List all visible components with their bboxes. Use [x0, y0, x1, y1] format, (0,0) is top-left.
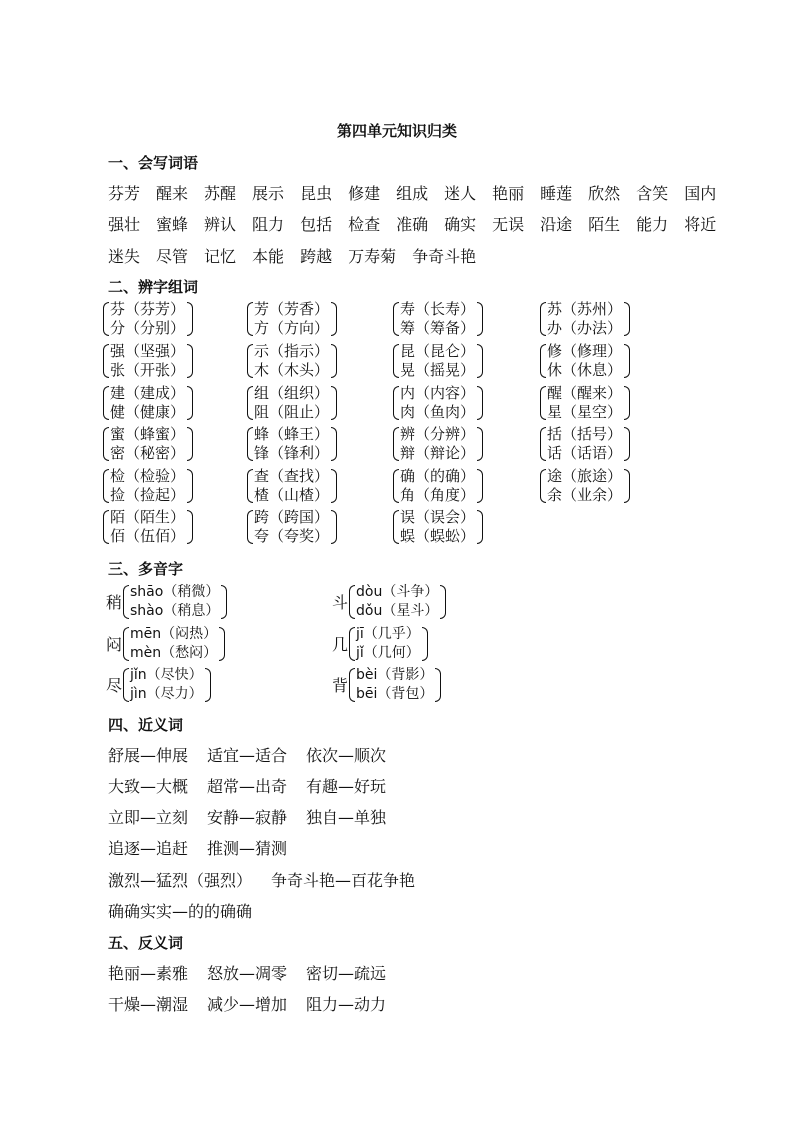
word: 记忆: [204, 247, 237, 266]
right-brace: [422, 627, 428, 661]
polyphone-char: 背: [332, 675, 349, 695]
word-pair: 确确实实—的的确确: [108, 902, 253, 921]
char-pair-line: 木（木头）: [254, 361, 330, 379]
left-brace: [247, 386, 253, 420]
word: 艳丽: [492, 184, 525, 203]
char-pair-group: [540, 342, 630, 380]
char-pair-line: 组（组织）: [254, 384, 330, 402]
right-brace: [624, 386, 630, 420]
left-brace: [123, 627, 129, 661]
char-pair-line: 示（指示）: [254, 342, 330, 360]
polyphone-reading: mēn（闷热）: [130, 626, 218, 642]
right-brace: [331, 386, 337, 420]
char-pair-line: 肉（鱼肉）: [400, 403, 476, 421]
polyphone-reading: jī（几乎）: [356, 626, 420, 642]
char-pair-line: 强（坚强）: [110, 342, 186, 360]
right-brace: [331, 302, 337, 336]
polyphone-char: 尽: [106, 675, 123, 695]
right-brace: [440, 585, 446, 619]
word-pair: 争奇斗艳—百花争艳: [271, 871, 416, 890]
left-brace: [247, 427, 253, 461]
right-brace: [187, 344, 193, 378]
char-pair-group: [247, 425, 337, 463]
char-pair-line: 星（星空）: [547, 403, 623, 421]
right-brace: [187, 302, 193, 336]
section-heading-synonyms: 四、近义词: [108, 716, 184, 734]
word-pair-row: [108, 805, 405, 828]
left-brace: [349, 627, 355, 661]
left-brace: [123, 585, 129, 619]
char-pair-group: [540, 425, 630, 463]
word-pair: 安静—寂静: [207, 808, 288, 827]
word: 组成: [396, 184, 429, 203]
right-brace: [477, 344, 483, 378]
char-pair-group: [103, 508, 193, 546]
left-brace: [540, 344, 546, 378]
word: 辨认: [204, 215, 237, 234]
word: 蜜蜂: [156, 215, 189, 234]
polyphone-reading: jǐ（几何）: [356, 645, 420, 661]
char-pair-line: 阻（阻止）: [254, 403, 330, 421]
word-pair: 怒放—凋零: [207, 964, 288, 983]
left-brace: [393, 469, 399, 503]
word-pair: 适宜—适合: [207, 746, 288, 765]
right-brace: [331, 344, 337, 378]
word: 准确: [396, 215, 429, 234]
word-pair: 密切—疏远: [306, 964, 387, 983]
word: 含笑: [636, 184, 669, 203]
polyphone-group: [332, 583, 446, 621]
char-pair-group: [247, 342, 337, 380]
word: 尽管: [156, 247, 189, 266]
left-brace: [393, 302, 399, 336]
char-pair-group: [103, 384, 193, 422]
right-brace: [624, 469, 630, 503]
char-pair-line: 括（括号）: [547, 425, 623, 443]
char-pair-line: 筹（筹备）: [400, 319, 476, 337]
word-pair-row: [108, 743, 405, 766]
char-pair-group: [103, 342, 193, 380]
word: 昆虫: [300, 184, 333, 203]
word-pair: 追逐—追赶: [108, 839, 189, 858]
word-pair-row: [108, 836, 306, 859]
char-pair-line: 建（建成）: [110, 384, 186, 402]
word: 强壮: [108, 215, 141, 234]
polyphone-reading: dòu（斗争）: [356, 584, 439, 600]
char-pair-line: 芳（芳香）: [254, 300, 330, 318]
char-pair-line: 锋（锋利）: [254, 444, 330, 462]
polyphone-char: 闷: [106, 634, 123, 654]
left-brace: [247, 302, 253, 336]
left-brace: [103, 302, 109, 336]
word-pair: 阻力—动力: [306, 995, 387, 1014]
word-pair: 激烈—猛烈（强烈）: [108, 871, 253, 890]
word-pair: 超常—出奇: [207, 777, 288, 796]
polyphone-group: [332, 666, 441, 704]
right-brace: [624, 427, 630, 461]
left-brace: [540, 427, 546, 461]
char-pair-line: 办（办法）: [547, 319, 623, 337]
left-brace: [247, 469, 253, 503]
right-brace: [624, 344, 630, 378]
char-pair-line: 佰（伍佰）: [110, 527, 186, 545]
word-pair-row: [108, 868, 434, 891]
char-pair-group: [247, 508, 337, 546]
char-pair-line: 内（内容）: [400, 384, 476, 402]
word: 本能: [252, 247, 285, 266]
word: 展示: [252, 184, 285, 203]
word: 检查: [348, 215, 381, 234]
char-pair-line: 途（旅途）: [547, 467, 623, 485]
polyphone-char: 几: [332, 634, 349, 654]
char-pair-line: 辩（辩论）: [400, 444, 476, 462]
word: 跨越: [300, 247, 333, 266]
char-pair-line: 余（业余）: [547, 486, 623, 504]
char-pair-group: [103, 300, 193, 338]
word-pair-row: [108, 992, 405, 1015]
word: 迷人: [444, 184, 477, 203]
right-brace: [331, 427, 337, 461]
left-brace: [247, 344, 253, 378]
char-pair-line: 芬（芬芳）: [110, 300, 186, 318]
word: 修建: [348, 184, 381, 203]
left-brace: [247, 510, 253, 544]
char-pair-group: [540, 300, 630, 338]
char-pair-line: 健（健康）: [110, 403, 186, 421]
char-pair-line: 昆（昆仑）: [400, 342, 476, 360]
word: 沿途: [540, 215, 573, 234]
char-pair-line: 修（修理）: [547, 342, 623, 360]
left-brace: [123, 668, 129, 702]
char-pair-group: [393, 384, 483, 422]
word-pair: 艳丽—素雅: [108, 964, 189, 983]
word: 陌生: [588, 215, 621, 234]
word-pair: 干燥—潮湿: [108, 995, 189, 1014]
char-pair-group: [393, 508, 483, 546]
right-brace: [477, 427, 483, 461]
char-pair-line: 方（方向）: [254, 319, 330, 337]
char-pair-line: 密（秘密）: [110, 444, 186, 462]
char-pair-group: [393, 300, 483, 338]
left-brace: [349, 668, 355, 702]
char-pair-line: 陌（陌生）: [110, 508, 186, 526]
word: 包括: [300, 215, 333, 234]
left-brace: [103, 469, 109, 503]
char-pair-line: 确（的确）: [400, 467, 476, 485]
right-brace: [187, 386, 193, 420]
char-pair-group: [103, 467, 193, 505]
polyphone-reading: mèn（愁闷）: [130, 645, 218, 661]
polyphone-reading: shào（稍息）: [130, 603, 220, 619]
word: 醒来: [156, 184, 189, 203]
word-pair: 立即—立刻: [108, 808, 189, 827]
word: 睡莲: [540, 184, 573, 203]
left-brace: [393, 510, 399, 544]
char-pair-line: 蜈（蜈蚣）: [400, 527, 476, 545]
left-brace: [540, 469, 546, 503]
char-pair-group: [540, 384, 630, 422]
right-brace: [187, 427, 193, 461]
word-pair: 减少—增加: [207, 995, 288, 1014]
left-brace: [103, 427, 109, 461]
char-pair-line: 楂（山楂）: [254, 486, 330, 504]
section-heading-antonyms: 五、反义词: [108, 934, 184, 952]
word: 迷失: [108, 247, 141, 266]
word: 欣然: [588, 184, 621, 203]
right-brace: [331, 510, 337, 544]
polyphone-char: 稍: [106, 592, 123, 612]
word-row: [108, 244, 492, 267]
word-pair-row: [108, 961, 405, 984]
right-brace: [221, 585, 227, 619]
word: 国内: [684, 184, 717, 203]
word: 确实: [444, 215, 477, 234]
right-brace: [331, 469, 337, 503]
left-brace: [540, 386, 546, 420]
left-brace: [103, 344, 109, 378]
char-pair-line: 寿（长寿）: [400, 300, 476, 318]
page-title: 第四单元知识归类: [336, 122, 457, 140]
section-heading-polyphones: 三、多音字: [108, 560, 184, 578]
word-pair: 推测—猜测: [207, 839, 288, 858]
word-pair: 舒展—伸展: [108, 746, 189, 765]
polyphone-group: [332, 625, 428, 663]
right-brace: [435, 668, 441, 702]
section-heading-distinguish-chars: 二、辨字组词: [108, 278, 199, 296]
right-brace: [187, 469, 193, 503]
polyphone-reading: bèi（背影）: [356, 667, 434, 683]
char-pair-group: [247, 300, 337, 338]
word: 将近: [684, 215, 717, 234]
char-pair-group: [247, 467, 337, 505]
char-pair-line: 苏（苏州）: [547, 300, 623, 318]
char-pair-line: 查（查找）: [254, 467, 330, 485]
char-pair-line: 休（休息）: [547, 361, 623, 379]
char-pair-line: 张（开张）: [110, 361, 186, 379]
word-pair: 依次—顺次: [306, 746, 387, 765]
left-brace: [393, 344, 399, 378]
polyphone-reading: shāo（稍微）: [130, 584, 220, 600]
word-pair-row: [108, 774, 405, 797]
left-brace: [103, 510, 109, 544]
right-brace: [477, 510, 483, 544]
char-pair-line: 晃（摇晃）: [400, 361, 476, 379]
char-pair-line: 跨（跨国）: [254, 508, 330, 526]
char-pair-line: 辨（分辨）: [400, 425, 476, 443]
word-row: [108, 181, 732, 204]
char-pair-line: 话（话语）: [547, 444, 623, 462]
char-pair-line: 蜜（蜂蜜）: [110, 425, 186, 443]
left-brace: [349, 585, 355, 619]
char-pair-line: 捡（捡起）: [110, 486, 186, 504]
polyphone-group: [106, 666, 211, 704]
char-pair-group: [540, 467, 630, 505]
left-brace: [393, 427, 399, 461]
char-pair-line: 蜂（蜂王）: [254, 425, 330, 443]
char-pair-line: 误（误会）: [400, 508, 476, 526]
left-brace: [393, 386, 399, 420]
right-brace: [477, 386, 483, 420]
right-brace: [624, 302, 630, 336]
word: 芬芳: [108, 184, 141, 203]
char-pair-group: [247, 384, 337, 422]
word: 万寿菊: [348, 247, 397, 266]
word-pair: 大致—大概: [108, 777, 189, 796]
word-pair: 独自—单独: [306, 808, 387, 827]
word: 无误: [492, 215, 525, 234]
right-brace: [477, 302, 483, 336]
polyphone-group: [106, 625, 225, 663]
left-brace: [103, 386, 109, 420]
word: 能力: [636, 215, 669, 234]
polyphone-char: 斗: [332, 592, 349, 612]
char-pair-line: 分（分别）: [110, 319, 186, 337]
char-pair-line: 醒（醒来）: [547, 384, 623, 402]
section-heading-write-words: 一、会写词语: [108, 154, 199, 172]
polyphone-reading: dǒu（星斗）: [356, 603, 439, 619]
word-pair-row: [108, 899, 271, 922]
polyphone-reading: jǐn（尽快）: [130, 667, 203, 683]
right-brace: [219, 627, 225, 661]
left-brace: [540, 302, 546, 336]
word: 苏醒: [204, 184, 237, 203]
char-pair-line: 角（角度）: [400, 486, 476, 504]
char-pair-group: [393, 467, 483, 505]
char-pair-line: 检（检验）: [110, 467, 186, 485]
char-pair-group: [393, 342, 483, 380]
polyphone-reading: jìn（尽力）: [130, 686, 203, 702]
polyphone-reading: bēi（背包）: [356, 686, 434, 702]
word: 争奇斗艳: [412, 247, 477, 266]
right-brace: [187, 510, 193, 544]
word: 阻力: [252, 215, 285, 234]
polyphone-group: [106, 583, 227, 621]
char-pair-group: [103, 425, 193, 463]
char-pair-line: 夸（夸奖）: [254, 527, 330, 545]
right-brace: [477, 469, 483, 503]
word-pair: 有趣—好玩: [306, 777, 387, 796]
word-row: [108, 212, 732, 235]
right-brace: [205, 668, 211, 702]
char-pair-group: [393, 425, 483, 463]
